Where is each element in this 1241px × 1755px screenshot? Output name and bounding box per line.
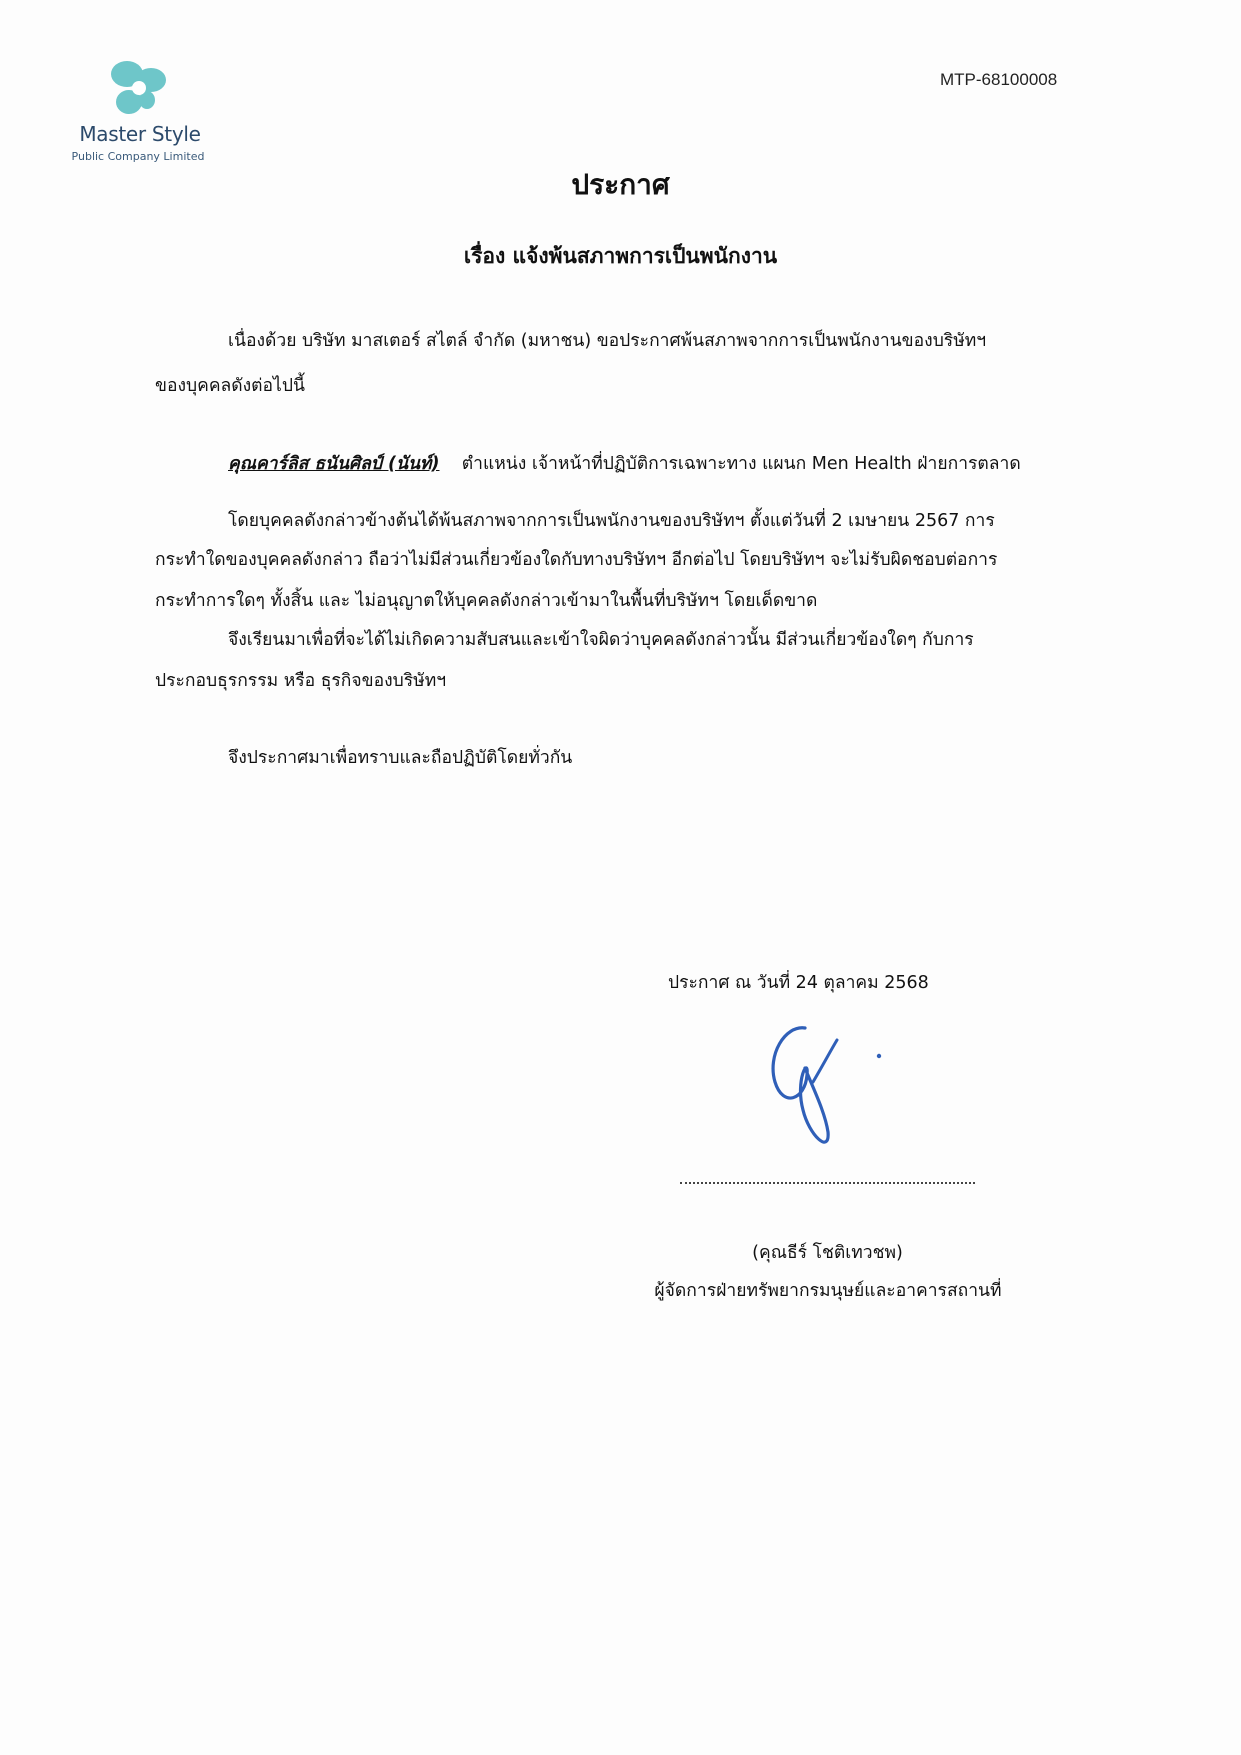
body1-line-3: กระทำการใดๆ ทั้งสิ้น และ ไม่อนุญาตให้บุคคลดังกล่าวเข้ามาในพื้นที่บริษัทฯ โดยเด็ดขาด <box>155 591 818 611</box>
handwritten-signature <box>765 1020 885 1155</box>
signatory-title: ผู้จัดการฝ่ายทรัพยากรมนุษย์และอาคารสถานที่ <box>654 1281 1002 1301</box>
butterfly-logo-icon <box>101 58 177 120</box>
intro-line-2: ของบุคคลดังต่อไปนี้ <box>155 376 305 396</box>
document-code: MTP-68100008 <box>940 70 1058 89</box>
intro-line-1: เนื่องด้วย บริษัท มาสเตอร์ สไตล์ จำกัด (มหาชน) ขอประกาศพ้นสภาพจากการเป็นพนักงานของบริษัทฯ <box>228 331 987 351</box>
company-logo <box>68 58 208 168</box>
person-position: ตำแหน่ง เจ้าหน้าที่ปฏิบัติการเฉพาะทาง แผนก Men Health ฝ่ายการตลาด <box>461 454 1021 474</box>
person-line <box>228 456 1021 474</box>
body1-line-1: โดยบุคคลดังกล่าวข้างต้นได้พ้นสภาพจากการเป็นพนักงานของบริษัทฯ ตั้งแต่วันที่ 2 เมษายน 2567 การ <box>228 511 995 531</box>
logo-subtitle: Public Company Limited <box>71 150 205 163</box>
announce-date: ประกาศ ณ วันที่ 24 ตุลาคม 2568 <box>668 973 929 993</box>
signature-line <box>680 1178 975 1184</box>
body2-line-2: ประกอบธุรกรรม หรือ ธุรกิจของบริษัทฯ <box>155 671 447 691</box>
person-name: คุณคาร์ลิส ธนันศิลป์ (นันท์) <box>228 454 440 474</box>
subject-line: เรื่อง แจ้งพ้นสภาพการเป็นพนักงาน <box>463 244 778 268</box>
body2-line-1: จึงเรียนมาเพื่อที่จะได้ไม่เกิดความสับสนและเข้าใจผิดว่าบุคคลดังกล่าวนั้น มีส่วนเกี่ยวข้องใดๆ กับการ <box>228 630 974 650</box>
closing-line: จึงประกาศมาเพื่อทราบและถือปฏิบัติโดยทั่วกัน <box>228 748 573 768</box>
signatory-name: (คุณธีร์ โชติเทวชพ) <box>752 1243 903 1263</box>
body1-line-2: กระทำใดของบุคคลดังกล่าว ถือว่าไม่มีส่วนเกี่ยวข้องใดกับทางบริษัทฯ อีกต่อไป โดยบริษัทฯ จะไม่รับผิดชอบต่อการ <box>155 550 998 570</box>
page-title: ประกาศ <box>571 168 670 201</box>
logo-name: Master Style <box>79 122 201 146</box>
